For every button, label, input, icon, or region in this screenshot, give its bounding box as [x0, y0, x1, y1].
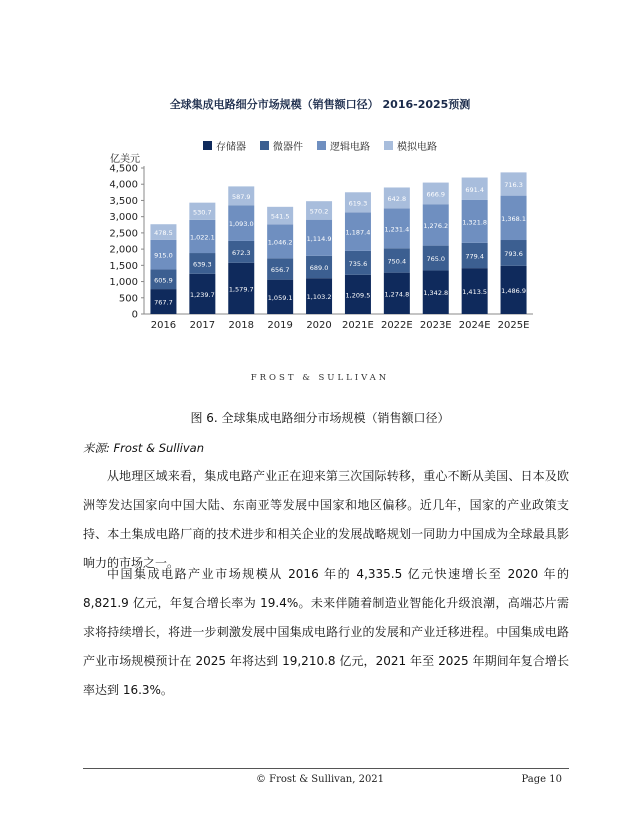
x-tick-label: 2024E [458, 320, 491, 331]
bar-value-label: 1,103.2 [306, 293, 332, 302]
y-tick-label: 4,000 [109, 179, 138, 191]
bar-value-label: 716.3 [504, 181, 523, 190]
bar-value-label: 1,321.8 [462, 218, 488, 227]
y-axis-unit-label: 亿美元 [110, 154, 140, 165]
bar-value-label: 1,342.8 [423, 289, 449, 298]
x-tick-label: 2021E [342, 320, 374, 331]
bar-value-label: 1,413.5 [462, 288, 488, 297]
legend-label: 模拟电路 [397, 142, 437, 153]
bar-value-label: 541.5 [270, 212, 290, 221]
legend-label: 存储器 [216, 142, 246, 153]
y-tick-label: 1,500 [109, 260, 138, 272]
legend-label: 逻辑电路 [330, 142, 370, 153]
x-tick-label: 2018 [228, 320, 254, 331]
footer-divider [83, 768, 569, 769]
bar-value-label: 1,276.2 [423, 221, 449, 230]
y-tick-label: 2,500 [109, 228, 138, 240]
y-tick-label: 4,500 [109, 163, 138, 175]
y-tick-label: 2,000 [109, 244, 138, 256]
body-paragraph-2: 中国集成电路产业市场规模从 2016 年的 4,335.5 亿元快速增长至 2020 年的 8,821.9 亿元，年复合增长率为 19.4%。未来伴随着制造业智能化升级浪潮，高端芯片需求将持续增长，将进一步刺激发展中国集成电路行业的发展和产业迁移进程。中国集成电路产业市场规模预计在 2025 年将达到 19,210.8 亿元，2021 年至 2025 年期间年复合增长率达到 16.3%。 [83, 567, 569, 697]
stacked-bar-chart [0, 0, 640, 340]
bar-value-label: 1,046.2 [267, 238, 293, 247]
bar-value-label: 1,209.5 [345, 291, 371, 300]
x-tick-label: 2019 [267, 320, 293, 331]
bar-value-label: 735.6 [348, 259, 368, 268]
bar-value-label: 1,093.0 [228, 220, 254, 229]
bar-value-label: 530.7 [193, 208, 212, 217]
bar-value-label: 765.0 [426, 255, 446, 264]
legend-label: 微器件 [273, 142, 303, 153]
figure-caption: 图 6. 全球集成电路细分市场规模（销售额口径） [190, 411, 450, 425]
bar-value-label: 619.3 [348, 199, 368, 208]
x-tick-label: 2017 [189, 320, 216, 331]
bar-value-label: 570.2 [309, 207, 329, 216]
figure-source: 来源: Frost & Sullivan [83, 441, 205, 455]
bar-value-label: 1,022.1 [189, 233, 215, 242]
bar-value-label: 1,579.7 [228, 285, 254, 294]
bar-value-label: 750.4 [387, 257, 407, 266]
frost-sullivan-brand: FROST & SULLIVAN [250, 373, 390, 383]
bar-value-label: 639.3 [193, 260, 212, 269]
x-tick-label: 2020 [306, 320, 332, 331]
bar-value-label: 1,274.8 [384, 290, 410, 299]
x-tick-label: 2023E [419, 320, 452, 331]
bar-value-label: 605.9 [154, 276, 173, 285]
footer-page-number: Page 10 [521, 774, 562, 785]
bar-value-label: 1,368.1 [501, 214, 526, 223]
bar-value-label: 915.0 [154, 251, 173, 260]
bar-value-label: 1,486.9 [501, 286, 526, 295]
bar-value-label: 767.7 [154, 298, 173, 307]
bar-value-label: 779.4 [465, 252, 484, 261]
bar-value-label: 1,059.1 [267, 293, 293, 302]
x-tick-label: 2022E [380, 320, 413, 331]
y-tick-label: 1,000 [109, 277, 138, 289]
chart-title: 全球集成电路细分市场规模（销售额口径） 2016-2025预测 [169, 98, 471, 111]
bar-value-label: 642.8 [387, 194, 407, 203]
bar-value-label: 793.6 [504, 249, 523, 258]
x-tick-label: 2016 [150, 320, 177, 331]
y-tick-label: 3,000 [109, 212, 138, 224]
bar-value-label: 672.3 [231, 248, 251, 257]
bar-value-label: 1,231.4 [384, 225, 410, 234]
x-tick-label: 2025E [497, 320, 530, 331]
y-tick-label: 500 [118, 293, 138, 305]
y-tick-label: 3,500 [109, 195, 138, 207]
bar-value-label: 689.0 [309, 264, 329, 273]
bar-value-label: 1,114.9 [306, 234, 332, 243]
bar-value-label: 587.9 [231, 192, 251, 201]
bar-value-label: 1,187.4 [345, 228, 371, 237]
bar-value-label: 691.4 [465, 185, 484, 194]
footer-copyright: © Frost & Sullivan, 2021 [255, 774, 385, 785]
body-paragraph-1: 从地理区域来看，集成电路产业正在迎来第三次国际转移，重心不断从美国、日本及欧洲等发达国家向中国大陆、东南亚等发展中国家和地区偏移。近几年，国家的产业政策支持、本土集成电路厂商的技术进步和相关企业的发展战略规划一同助力中国成为全球最具影响力的市场之一。 [83, 469, 569, 570]
bar-value-label: 656.7 [270, 265, 290, 274]
y-tick-label: 0 [131, 309, 138, 321]
bar-value-label: 478.5 [154, 228, 173, 237]
bar-value-label: 666.9 [426, 190, 446, 199]
bar-value-label: 1,239.7 [189, 290, 215, 299]
